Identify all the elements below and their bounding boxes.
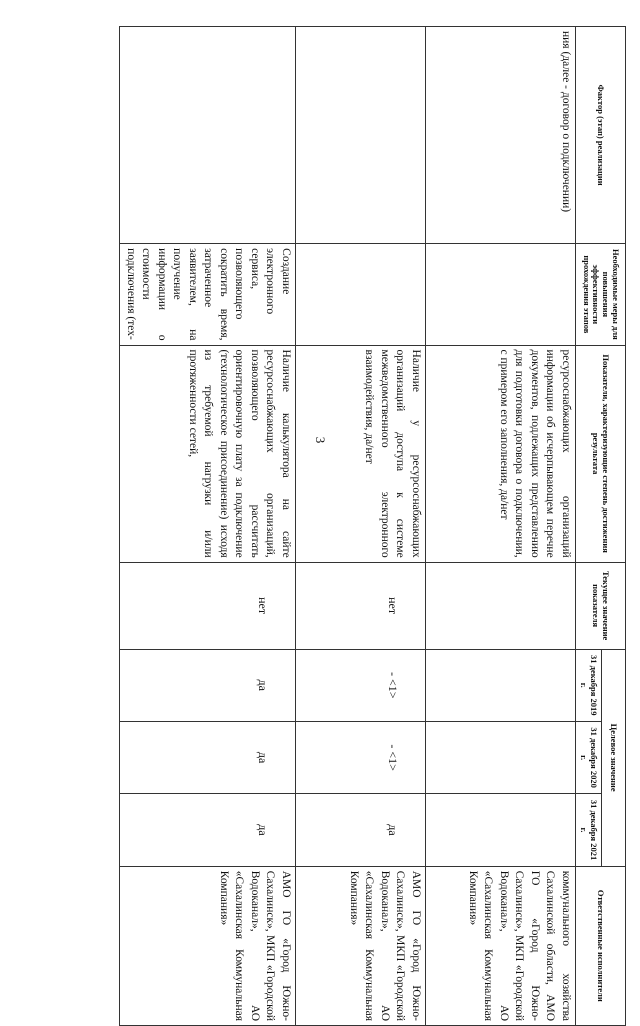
table-row [296, 27, 426, 1026]
cell-target-2019: - <1> [296, 649, 426, 721]
table-row [426, 27, 576, 1026]
page-number: 3 [313, 436, 328, 444]
cell-indicator: Наличие калькулятора на сайте ресурсоснабжающих организаций, позволяющего рассчитать ориентировочную плату за подключение (технологическое присоединение) исходя из требуемой нагрузки и/или протяженности сетей, [120, 345, 296, 562]
indicators-table [119, 26, 626, 1026]
cell-indicator: Наличие у ресурсоснабжающих организаций доступа к системе межведомственного электронного взаимодействия, да/нет [296, 345, 426, 562]
cell-factor [120, 27, 296, 244]
cell-target-2020: - <1> [296, 721, 426, 793]
cell-indicator: ресурсоснабжающих организаций информации об исчерпывающем перечне документов, подлежащих представлению для подготовки договора о подключении, с примером его заполнения, да/нет [426, 345, 576, 562]
cell-target-2019 [426, 649, 576, 721]
header-measures: Необходимые меры для повышения эффективности прохождения этапов [576, 244, 626, 345]
cell-target-2020 [426, 721, 576, 793]
header-factor: Фактор (этап) реализации [576, 27, 626, 244]
header-current: Текущее значение показателя [576, 562, 626, 649]
header-target-2021: 31 декабря 2021 г. [576, 794, 602, 866]
cell-target-2020: да [120, 721, 296, 793]
cell-current: нет [120, 562, 296, 649]
header-target-2019: 31 декабря 2019 г. [576, 649, 602, 721]
header-indicator: Показатели, характеризующие степень достижения результата [576, 345, 626, 562]
cell-target-2021: да [296, 794, 426, 866]
cell-responsible: коммунального хозяйства Сахалинской области, АМО ГО «Город Южно-Сахалинск», МКП «Городской Водоканал», АО «Сахалинская Коммунальная Компания» [426, 866, 576, 1025]
cell-target-2019: да [120, 649, 296, 721]
cell-target-2021: да [120, 794, 296, 866]
cell-measures [426, 244, 576, 345]
cell-measures: Создание электронного сервиса, позволяющего сократить время, затраченное заявителем, на получение информации о стоимости подключения (тех- [120, 244, 296, 345]
table-row [120, 27, 296, 1026]
header-responsible: Ответственные исполнители [576, 866, 626, 1025]
cell-measures [296, 244, 426, 345]
cell-factor: ния (далее - договор о подключении) [426, 27, 576, 244]
cell-current: нет [296, 562, 426, 649]
cell-responsible: АМО ГО «Город Южно-Сахалинск», МКП «Городской Водоканал», АО «Сахалинская Коммунальная Компания» [120, 866, 296, 1025]
cell-responsible: АМО ГО «Город Южно-Сахалинск», МКП «Городской Водоканал», АО «Сахалинская Коммунальная Компания» [296, 866, 426, 1025]
cell-target-2021 [426, 794, 576, 866]
landscape-table-container [124, 26, 626, 1026]
header-target: Целевое значение [602, 649, 626, 866]
cell-factor [296, 27, 426, 244]
cell-current [426, 562, 576, 649]
header-target-2020: 31 декабря 2020 г. [576, 721, 602, 793]
